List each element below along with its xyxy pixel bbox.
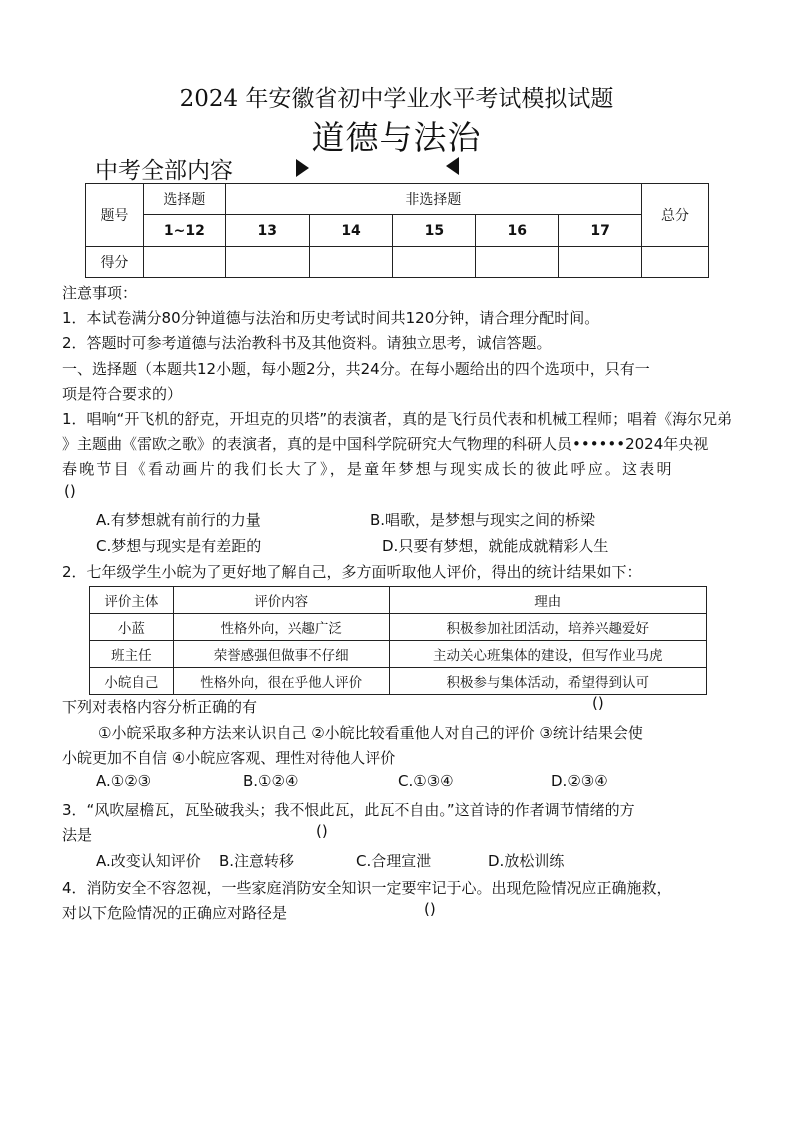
option-c[interactable]: C.梦想与现实是有差距的 (96, 537, 262, 555)
table-cell: 小皖自己 (90, 668, 174, 695)
table-header: 理由 (389, 587, 706, 614)
column-header: 13 (225, 215, 309, 247)
note-item: 1．本试卷满分80分钟道德与法治和历史考试时间共120分钟，请合理分配时间。 (62, 309, 600, 327)
question-number-label: 题号 (86, 184, 144, 247)
option-d[interactable]: D.只要有梦想，就能成就精彩人生 (382, 537, 609, 555)
column-header: 17 (559, 215, 642, 247)
option-b[interactable]: B.注意转移 (219, 852, 295, 870)
answer-bracket[interactable]: () (316, 822, 328, 840)
question-2-statements: 小皖更加不自信 ④小皖应客观、理性对待他人评价 (62, 749, 396, 767)
total-header: 总分 (642, 184, 709, 247)
evaluation-table (89, 586, 707, 695)
subject-title: 道德与法治 (311, 118, 482, 157)
table-cell: 性格外向，很在乎他人评价 (173, 668, 389, 695)
option-a[interactable]: A.改变认知评价 (96, 852, 201, 870)
table-header: 评价主体 (90, 587, 174, 614)
question-1-text: 》主题曲《雷欧之歌》的表演者，真的是中国科学院研究大气物理的科研人员••••••2024年央视 (62, 435, 709, 453)
question-2-text: 2．七年级学生小皖为了更好地了解自己，多方面听取他人评价，得出的统计结果如下： (62, 563, 642, 581)
column-header: 15 (393, 215, 476, 247)
question-3-text: 法是 (62, 826, 93, 844)
table-cell: 小蓝 (90, 614, 174, 641)
score-label: 得分 (86, 247, 144, 278)
exam-title: 2024 年安徽省初中学业水平考试模拟试题 (179, 86, 614, 112)
answer-bracket[interactable]: () (592, 694, 604, 712)
question-4-text: 4．消防安全不容忽视，一些家庭消防安全知识一定要牢记于心。出现危险情况应正确施救， (62, 879, 672, 897)
question-1-text: 春晚节目《看动画片的我们长大了》，是童年梦想与现实成长的彼此呼应。这表明 (62, 460, 674, 478)
note-item: 2．答题时可参考道德与法治教科书及其他资料。请独立思考，诚信答题。 (62, 334, 552, 352)
column-header: 14 (309, 215, 393, 247)
question-2-statements: ①小皖采取多种方法来认识自己 ②小皖比较看重他人对自己的评价 ③统计结果会使 (98, 724, 643, 742)
score-table (85, 183, 709, 278)
option-a[interactable]: A.①②③ (96, 772, 152, 790)
question-1-text: 1．唱响“开飞机的舒克，开坦克的贝塔”的表演者，真的是飞行员代表和机械工程师；唱着《海尔兄弟 (62, 410, 733, 428)
exam-scope: 中考全部内容 (95, 158, 233, 184)
score-cell[interactable] (559, 247, 642, 278)
table-cell: 积极参加社团活动，培养兴趣爱好 (389, 614, 706, 641)
answer-bracket[interactable]: () (64, 482, 76, 500)
choice-header: 选择题 (143, 184, 225, 215)
table-cell: 班主任 (90, 641, 174, 668)
score-cell[interactable] (476, 247, 559, 278)
column-header: 1~12 (143, 215, 225, 247)
answer-bracket[interactable]: () (424, 900, 436, 918)
notes-heading: 注意事项： (62, 284, 138, 302)
table-header: 评价内容 (173, 587, 389, 614)
section-heading: 一、选择题（本题共12小题，每小题2分，共24分。在每小题给出的四个选项中，只有一 (62, 360, 650, 378)
table-cell: 主动关心班集体的建设，但写作业马虎 (389, 641, 706, 668)
option-c[interactable]: C.合理宣泄 (356, 852, 432, 870)
score-cell[interactable] (309, 247, 393, 278)
triangle-right-icon (296, 159, 309, 177)
score-cell[interactable] (393, 247, 476, 278)
question-3-text: 3．“风吹屋檐瓦，瓦坠破我头；我不恨此瓦，此瓦不自由。”这首诗的作者调节情绪的方 (62, 801, 635, 819)
score-cell[interactable] (225, 247, 309, 278)
option-b[interactable]: B.唱歌，是梦想与现实之间的桥梁 (370, 511, 596, 529)
nonchoice-header: 非选择题 (225, 184, 641, 215)
option-d[interactable]: D.②③④ (551, 772, 608, 790)
question-4-text: 对以下危险情况的正确应对路径是 (62, 904, 288, 922)
question-2-prompt: 下列对表格内容分析正确的有 (62, 698, 258, 716)
option-a[interactable]: A.有梦想就有前行的力量 (96, 511, 261, 529)
option-c[interactable]: C.①③④ (398, 772, 454, 790)
table-cell: 性格外向，兴趣广泛 (173, 614, 389, 641)
triangle-left-icon (446, 157, 459, 175)
total-score-cell[interactable] (642, 247, 709, 278)
score-cell[interactable] (143, 247, 225, 278)
table-cell: 积极参与集体活动，希望得到认可 (389, 668, 706, 695)
section-heading-cont: 项是符合要求的） (62, 385, 183, 403)
column-header: 16 (476, 215, 559, 247)
option-b[interactable]: B.①②④ (243, 772, 299, 790)
table-cell: 荣誉感强但做事不仔细 (173, 641, 389, 668)
option-d[interactable]: D.放松训练 (488, 852, 565, 870)
